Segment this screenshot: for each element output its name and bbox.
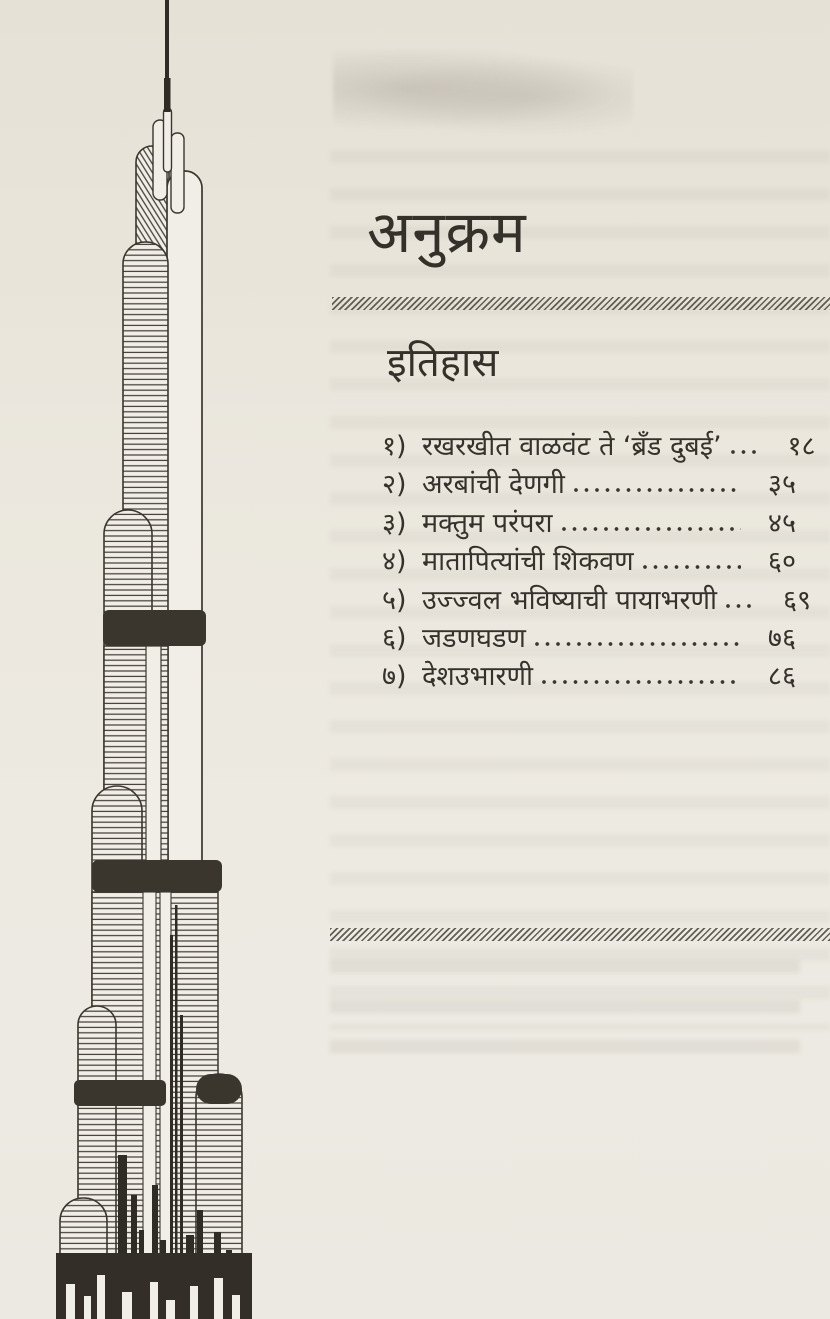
toc-entry-title: उज्ज्वल भविष्याची पायाभरणी: [422, 584, 718, 616]
toc-entry-number: ३): [382, 507, 407, 539]
toc-entry-page: ८६: [767, 661, 796, 693]
toc-leader-dots: [535, 641, 741, 647]
toc-entry-number: ७): [382, 661, 407, 693]
toc-leader-dots: [574, 487, 741, 493]
divider-hatch-bottom: [330, 928, 830, 941]
toc-entry-title: देशउभारणी: [422, 661, 534, 693]
toc-entry-title: जडणघडण: [422, 622, 526, 654]
toc-entry: [382, 620, 796, 658]
toc-entry: [382, 658, 796, 696]
toc-entry-number: १): [382, 431, 407, 462]
toc-entry-title: अरबांची देणगी: [422, 469, 565, 501]
toc-leader-dots: [726, 603, 756, 609]
burj-khalifa-illustration: [0, 0, 330, 1319]
section-heading: इतिहास: [387, 340, 499, 386]
toc-entry-number: ४): [382, 546, 407, 578]
toc-entry-title: मक्तुम परंपरा: [422, 507, 553, 539]
toc-leader-dots: [731, 449, 761, 455]
toc-entry-title: मातापित्यांची शिकवण: [422, 546, 634, 578]
page-title: अनुक्रम: [367, 198, 527, 266]
toc-leader-dots: [643, 564, 741, 570]
toc-entry-page: ६९: [782, 584, 812, 616]
toc-entry-page: ६०: [767, 546, 796, 578]
toc-entry-page: ३५: [767, 469, 796, 501]
toc-list: [382, 428, 816, 697]
divider-hatch-top: [332, 297, 830, 310]
toc-leader-dots: [542, 679, 741, 685]
toc-entry-title: रखरखीत वाळवंट ते ‘ब्रँड दुबई’: [422, 431, 722, 462]
toc-entry-number: ५): [382, 584, 407, 616]
toc-leader-dots: [562, 526, 742, 532]
toc-entry-number: २): [382, 469, 407, 501]
toc-entry: [382, 428, 816, 466]
toc-entry-page: ७६: [767, 622, 796, 654]
contents-column: [330, 0, 830, 1319]
toc-entry: [382, 543, 796, 581]
toc-entry: [382, 466, 796, 504]
toc-entry: [382, 505, 796, 543]
toc-entry-page: ४५: [767, 507, 796, 539]
toc-entry: [382, 582, 812, 620]
toc-entry-page: १८: [787, 431, 816, 462]
toc-entry-number: ६): [382, 622, 407, 654]
